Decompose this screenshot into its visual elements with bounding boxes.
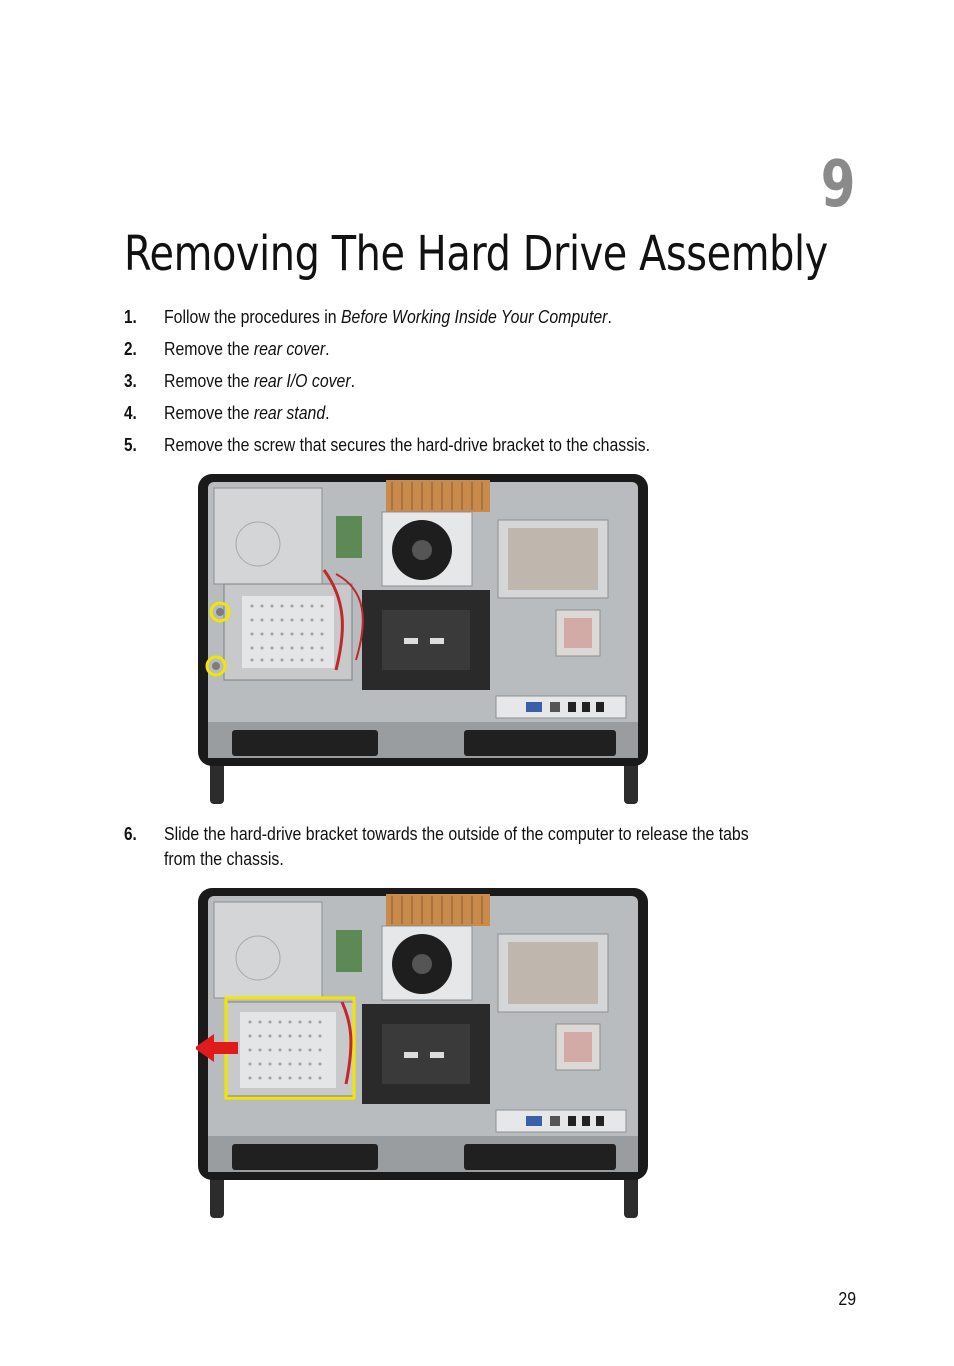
step-number: 2. bbox=[124, 339, 137, 359]
step-text-line-1: Slide the hard-drive bracket towards the outside of the computer to release the tabs bbox=[164, 824, 749, 844]
computer-chassis-illustration bbox=[196, 470, 652, 806]
step-text-plain: . bbox=[325, 403, 330, 423]
step-number: 4. bbox=[124, 403, 137, 423]
step-number: 3. bbox=[124, 371, 137, 391]
step-text-plain: Remove the bbox=[164, 371, 254, 391]
chapter-number: 9 bbox=[821, 148, 856, 222]
step-number: 5. bbox=[124, 435, 137, 455]
computer-chassis-illustration-2 bbox=[196, 884, 652, 1220]
page-number: 29 bbox=[838, 1289, 856, 1309]
step-6 bbox=[124, 822, 864, 874]
step-text-plain: Follow the procedures in bbox=[164, 307, 341, 327]
link-rear-io-cover[interactable]: rear I/O cover bbox=[253, 371, 351, 391]
link-rear-stand[interactable]: rear stand bbox=[253, 403, 326, 423]
step-text-plain: Remove the bbox=[164, 403, 254, 423]
figure-slide-bracket bbox=[196, 884, 652, 1220]
step-text bbox=[164, 822, 833, 872]
step-text bbox=[164, 337, 833, 362]
link-before-working[interactable]: Before Working Inside Your Computer bbox=[340, 307, 608, 327]
step-number: 1. bbox=[124, 307, 137, 327]
step-text-plain: Remove the bbox=[164, 339, 254, 359]
step-text-plain: . bbox=[350, 371, 356, 391]
step-text: Remove the screw that secures the hard-drive bracket to the chassis. bbox=[164, 435, 650, 455]
step-text bbox=[164, 369, 833, 394]
step-text-plain: . bbox=[607, 307, 612, 327]
step-text-line-2: from the chassis. bbox=[164, 849, 284, 869]
figure-remove-screws bbox=[196, 470, 652, 806]
step-text bbox=[164, 401, 833, 426]
page-title: Removing The Hard Drive Assembly bbox=[124, 226, 828, 282]
link-rear-cover[interactable]: rear cover bbox=[253, 339, 326, 359]
step-text bbox=[164, 305, 833, 330]
step-number: 6. bbox=[124, 824, 137, 844]
step-text-plain: . bbox=[325, 339, 330, 359]
